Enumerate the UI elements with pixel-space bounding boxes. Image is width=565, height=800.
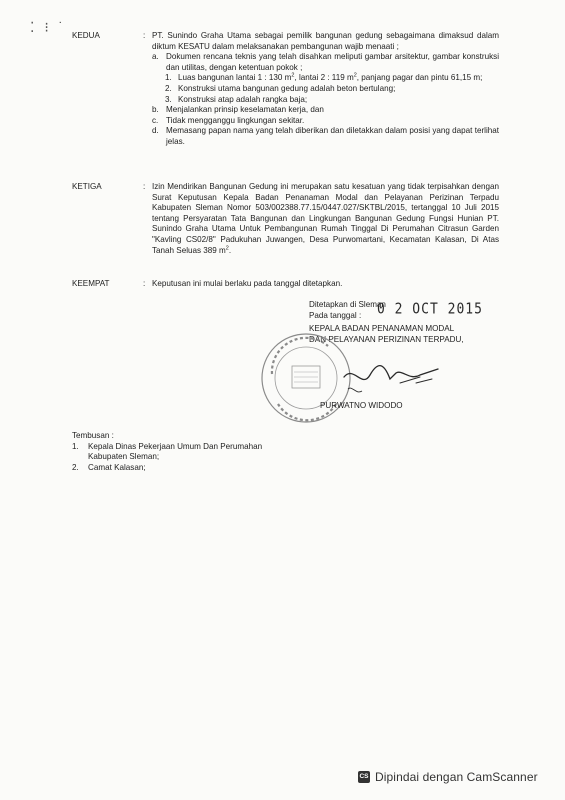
- list-text: Kepala Dinas Pekerjaan Umum Dan Perumahan Kabupaten Sleman;: [88, 441, 263, 462]
- list-item-a: [152, 52, 499, 73]
- list-marker: 1.: [165, 73, 172, 83]
- list-text: Konstruksi utama bangunan gedung adalah beton bertulang;: [178, 83, 396, 93]
- list-marker: 2.: [165, 83, 172, 93]
- list-text: Konstruksi atap adalah rangka baja;: [178, 94, 308, 104]
- signer-name: PURWATNO WIDODO: [320, 401, 403, 410]
- list-item-1: [152, 73, 499, 84]
- clause-label: KEEMPAT: [72, 279, 110, 288]
- date-label: Pada tanggal :: [309, 310, 362, 320]
- list-marker: 3.: [165, 94, 172, 104]
- list-marker: c.: [152, 115, 159, 125]
- clause-body: Izin Mendirikan Bangunan Gedung ini merupakan satu kesatuan yang tidak terpisahkan dengan Surat Keputusan Kepala Badan Penanaman Modal dan Pelayanan Perizinan Terpadu Kabupaten Sleman Nomor 503/002388.77.15/0447.027/SKTBL/2015, tertanggal 10 Juli 2015 tentang Persyaratan Tata Bangunan dan Lingkungan Bangunan Gedung Fungsi Hunian PT. Sunindo Graha Utama Untuk Pembangunan Rumah Tinggal Di Perumahan Citrasun Garden "Kavling CS02/8" Padukuhan Juwangen, Desa Purwomartani, Kecamatan Kalasan, Di Atas Tanah Seluas 389 $m^2$.: [152, 182, 499, 255]
- list-item-2: [152, 84, 499, 95]
- clause-colon: :: [143, 279, 146, 288]
- list-text: Dokumen rencana teknis yang telah disahkan meliputi gambar arsitektur, gambar konstruksi dan utilitas, dengan ketentuan pokok ;: [166, 52, 499, 72]
- clause-label: KEDUA: [72, 31, 100, 40]
- list-item-c: [152, 116, 499, 127]
- tembusan-heading: Tembusan :: [72, 431, 114, 440]
- list-marker: b.: [152, 105, 159, 115]
- clause-colon: :: [143, 182, 146, 191]
- list-text: Luas bangunan lantai 1 : 130 $m^2$, lantai 2 : 119 $m^2$, panjang pagar dan pintu 61,15 m;: [178, 72, 483, 83]
- list-text: Memasang papan nama yang telah diberikan dan diletakkan dalam posisi yang dapat terlihat jelas.: [166, 126, 499, 146]
- stamped-date: 0 2 OCT 2015: [377, 300, 483, 318]
- watermark-text: Dipindai dengan CamScanner: [375, 769, 538, 784]
- list-item: [72, 463, 292, 474]
- list-item-3: [152, 95, 499, 106]
- list-text: Tidak mengganggu lingkungan sekitar.: [166, 115, 305, 125]
- list-item: [72, 442, 292, 463]
- list-item-d: [152, 126, 499, 147]
- list-text: Camat Kalasan;: [88, 462, 146, 472]
- clause-label: KETIGA: [72, 182, 102, 191]
- tembusan-section: [72, 431, 292, 473]
- list-marker: a.: [152, 52, 159, 62]
- list-marker: d.: [152, 126, 159, 136]
- camscanner-logo-icon: CS: [358, 771, 370, 783]
- list-marker: 2.: [72, 462, 79, 472]
- list-text: Menjalankan prinsip keselamatan kerja, dan: [166, 105, 324, 115]
- list-marker: 1.: [72, 441, 79, 451]
- official-title-1: KEPALA BADAN PENANAMAN MODAL: [309, 324, 455, 334]
- camscanner-watermark: [358, 771, 538, 783]
- clause-body: [152, 31, 499, 148]
- list-item-b: [152, 105, 499, 116]
- scan-punch-marks: ⁚ ⁝ ˙: [30, 19, 67, 35]
- clause-colon: :: [143, 31, 146, 40]
- handwritten-signature-icon: [340, 355, 450, 405]
- clause-body: Keputusan ini mulai berlaku pada tanggal ditetapkan.: [152, 279, 343, 288]
- official-title-2: DAN PELAYANAN PERIZINAN TERPADU,: [309, 334, 464, 344]
- clause-intro: PT. Sunindo Graha Utama sebagai pemilik bangunan gedung sebagaimana dimaksud dalam diktum KESATU dalam melaksanakan pembangunan wajib menaati ;: [152, 31, 499, 51]
- place-line: Ditetapkan di Sleman: [309, 300, 386, 309]
